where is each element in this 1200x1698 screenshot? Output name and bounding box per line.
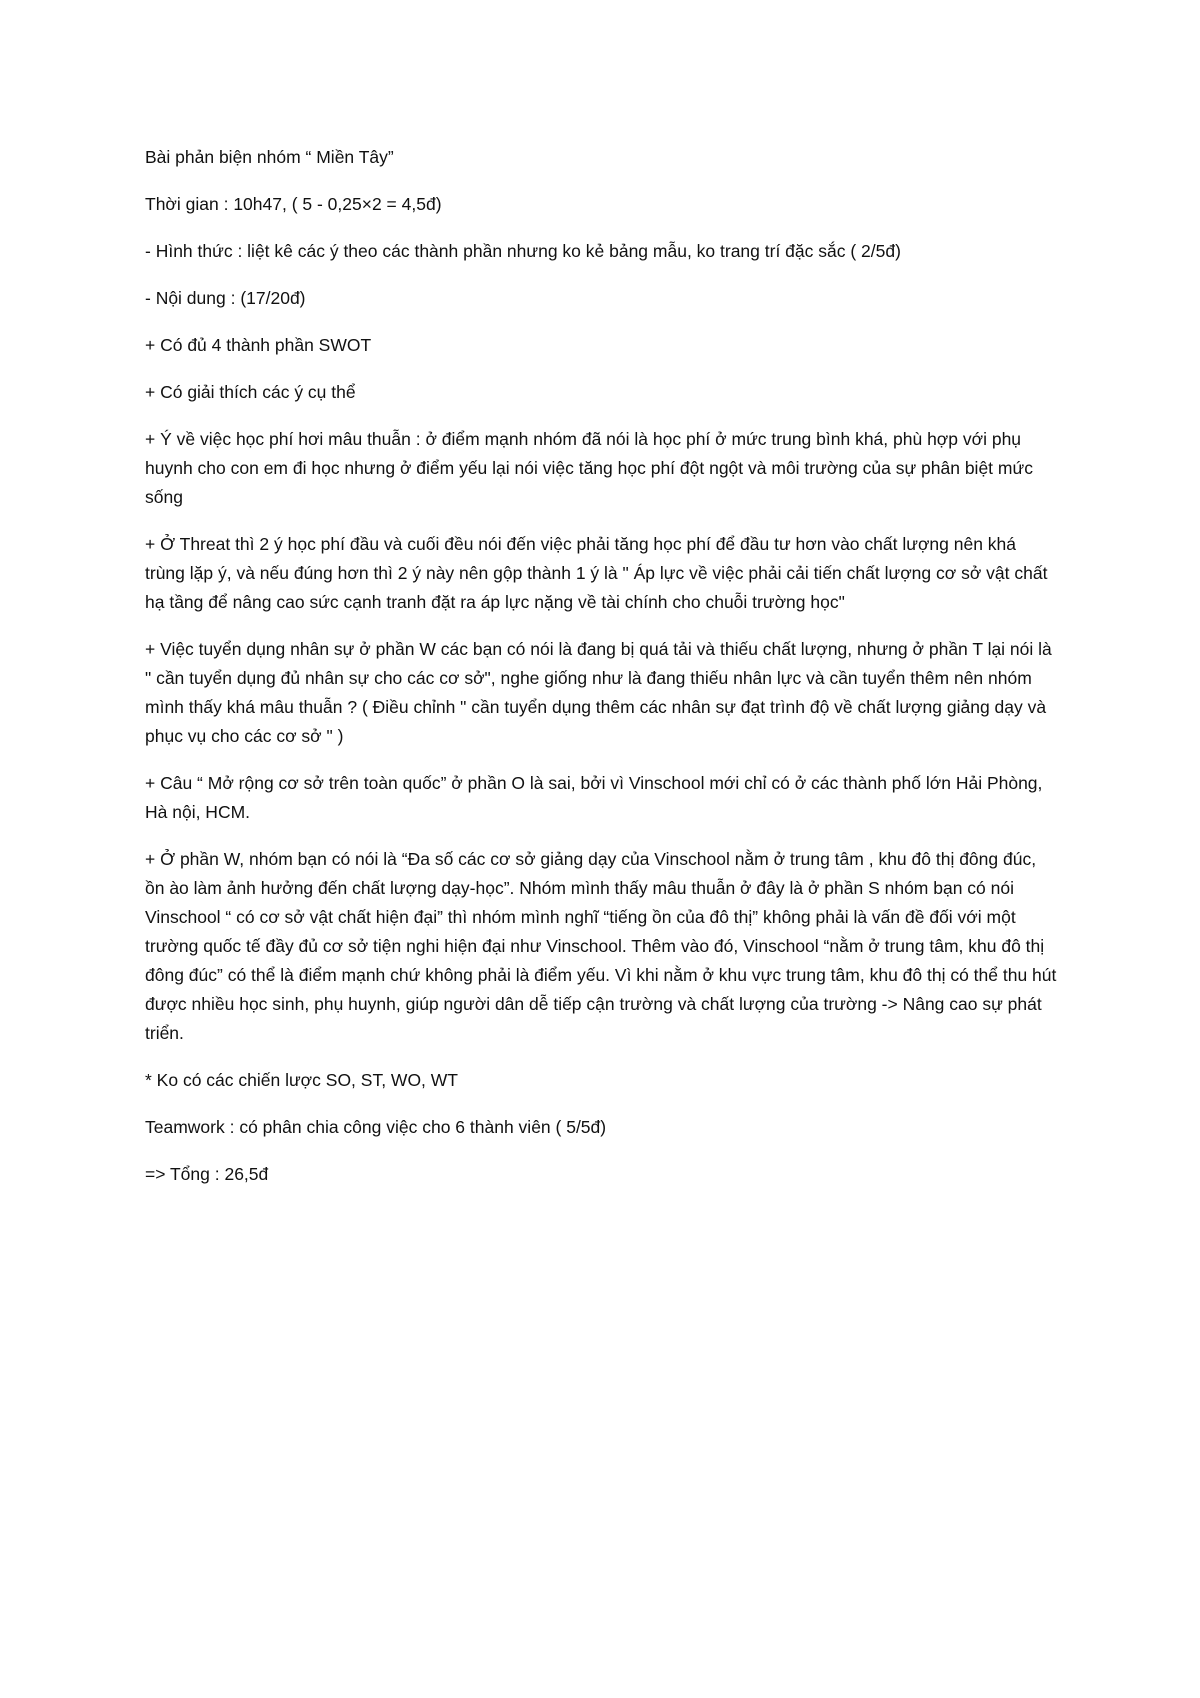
comment-explanations: + Có giải thích các ý cụ thể — [145, 382, 356, 402]
total-score-line: => Tổng : 26,5đ — [145, 1164, 269, 1184]
comment-swot-components: + Có đủ 4 thành phần SWOT — [145, 335, 372, 355]
comment-expansion: + Câu “ Mở rộng cơ sở trên toàn quốc” ở phần O là sai, bởi vì Vinschool mới chỉ có ở các thành phố lớn Hải Phòng, Hà nội, HCM. — [145, 773, 1043, 822]
teamwork-score-line: Teamwork : có phân chia công việc cho 6 thành viên ( 5/5đ) — [145, 1117, 607, 1137]
time-line: Thời gian : 10h47, ( 5 - 0,25×2 = 4,5đ) — [145, 194, 442, 214]
content-score-line: - Nội dung : (17/20đ) — [145, 288, 306, 308]
comment-strategies: * Ko có các chiến lược SO, ST, WO, WT — [145, 1070, 458, 1090]
comment-tuition-contradiction: + Ý về việc học phí hơi mâu thuẫn : ở điểm mạnh nhóm đã nói là học phí ở mức trung bình khá, phù hợp với phụ huynh cho con em đi học nhưng ở điểm yếu lại nói việc tăng học phí đột ngột và môi trường của sự phân biệt mức sống — [145, 429, 1033, 507]
comment-threat-duplicates: + Ở Threat thì 2 ý học phí đầu và cuối đều nói đến việc phải tăng học phí để đầu tư hơn vào chất lượng nên khá trùng lặp ý, và nếu đúng hơn thì 2 ý này nên gộp thành 1 ý là " Áp lực về việc phải cải tiến chất lượng cơ sở vật chất hạ tầng để nâng cao sức cạnh tranh đặt ra áp lực nặng về tài chính cho chuỗi trường học" — [145, 534, 1048, 612]
document-title: Bài phản biện nhóm “ Miền Tây” — [145, 147, 394, 167]
comment-recruitment: + Việc tuyển dụng nhân sự ở phần W các bạn có nói là đang bị quá tải và thiếu chất lượng, nhưng ở phần T lại nói là " cần tuyển dụng đủ nhân sự cho các cơ sở", nghe giống như là đang thiếu nhân lực và cần tuyển thêm nên nhóm mình thấy khá mâu thuẫn ? ( Điều chỉnh " cần tuyển dụng thêm các nhân sự đạt trình độ về chất lượng giảng dạy và phục vụ cho các cơ sở " ) — [145, 639, 1052, 746]
comment-location: + Ở phần W, nhóm bạn có nói là “Đa số các cơ sở giảng dạy của Vinschool nằm ở trung tâm , khu đô thị đông đúc, ồn ào làm ảnh hưởng đến chất lượng dạy-học”. Nhóm mình thấy mâu thuẫn ở đây là ở phần S nhóm bạn có nói Vinschool “ có cơ sở vật chất hiện đại” thì nhóm mình nghĩ “tiếng ồn của đô thị” không phải là vấn đề đối với một trường quốc tế đầy đủ cơ sở tiện nghi hiện đại như Vinschool. Thêm vào đó, Vinschool “nằm ở trung tâm, khu đô thị đông đúc” có thể là điểm mạnh chứ không phải là điểm yếu. Vì khi nằm ở khu vực trung tâm, khu đô thị có thể thu hút được nhiều học sinh, phụ huynh, giúp người dân dễ tiếp cận trường và chất lượng của trường -> Nâng cao sự phát triển. — [145, 849, 1057, 1043]
document-body — [145, 143, 1060, 1207]
form-score-line: - Hình thức : liệt kê các ý theo các thành phần nhưng ko kẻ bảng mẫu, ko trang trí đặc sắc ( 2/5đ) — [145, 241, 901, 261]
